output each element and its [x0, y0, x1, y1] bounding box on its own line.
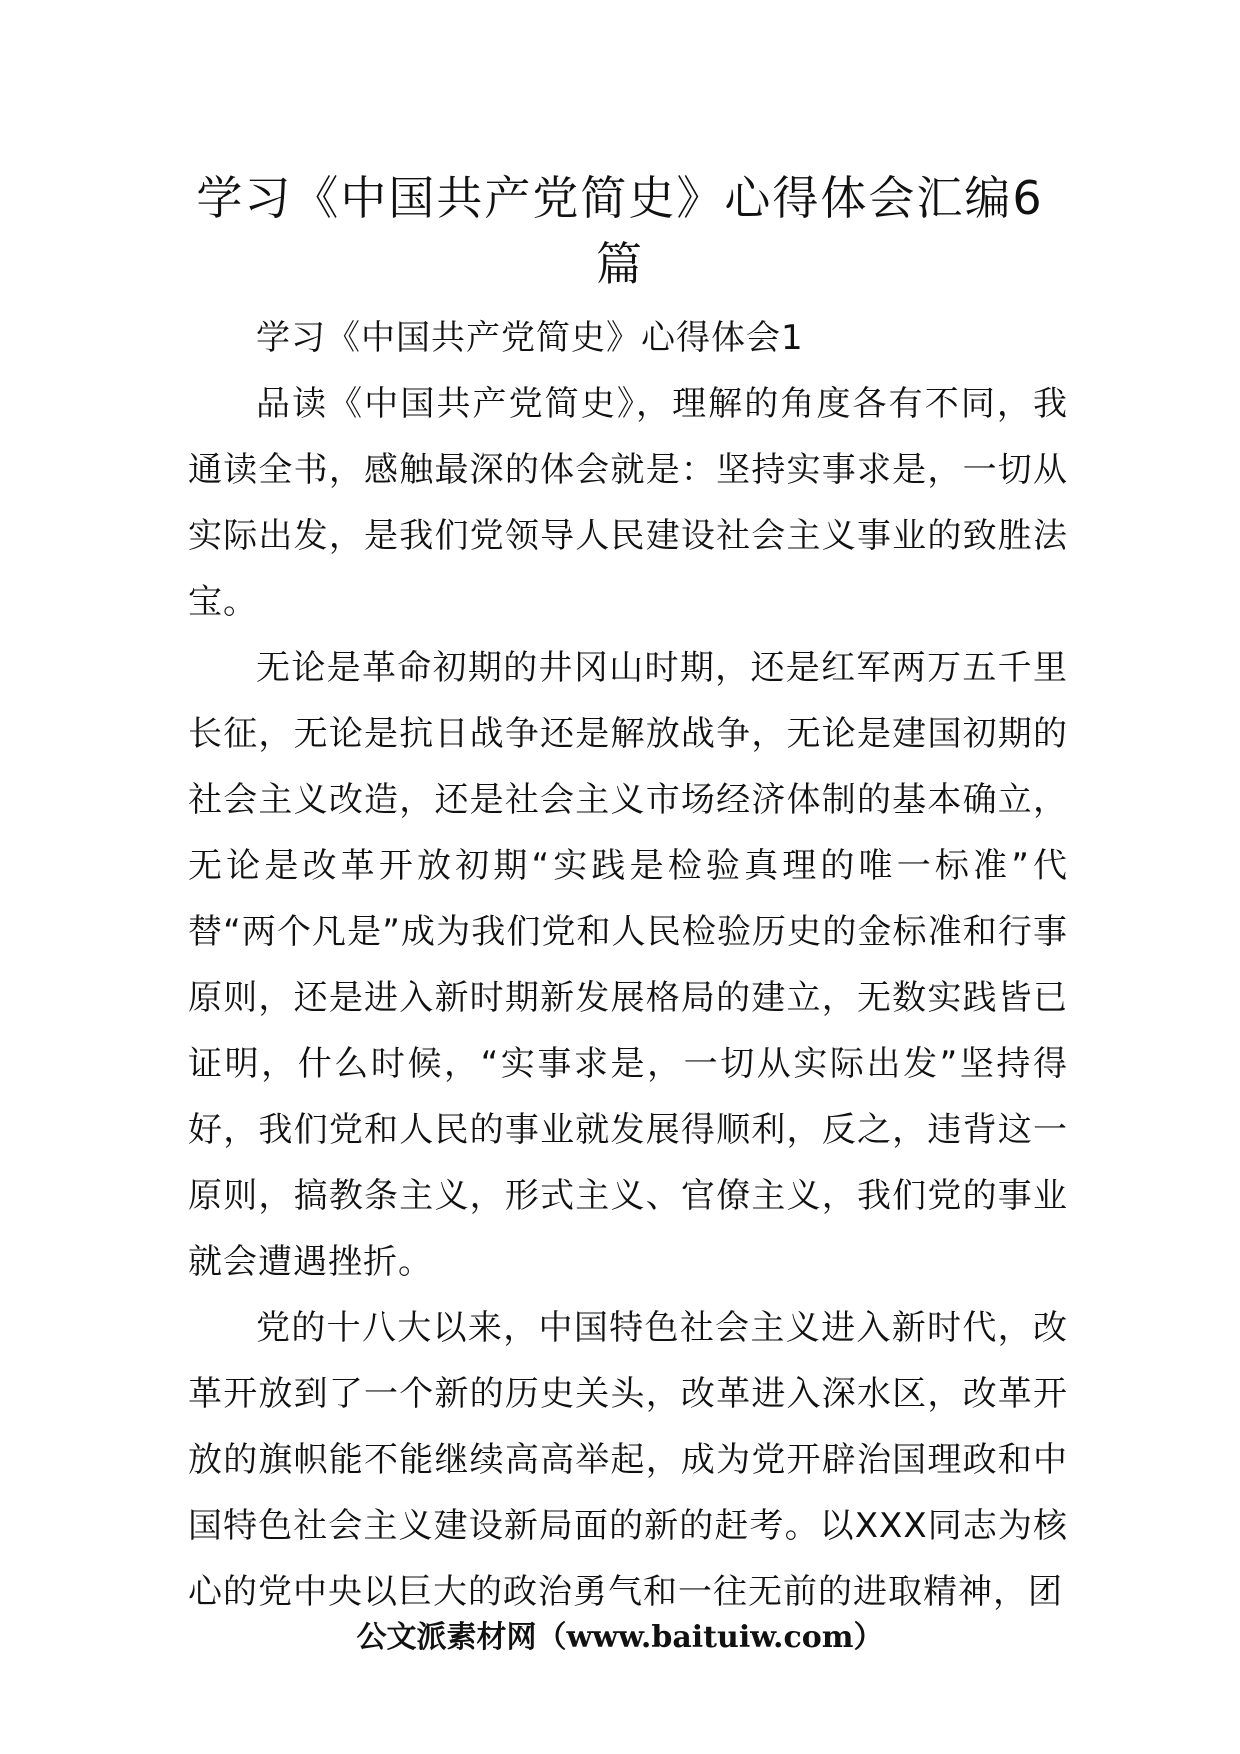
paragraph: 无论是革命初期的井冈山时期，还是红军两万五千里长征，无论是抗日战争还是解放战争，无论是建国初期的社会主义改造，还是社会主义市场经济体制的基本确立，无论是改革开放初期“实践是检验真理的唯一标准”代替“两个凡是”成为我们党和人民检验历史的金标准和行事原则，还是进入新时期新发展格局的建立，无数实践皆已证明，什么时候，“实事求是，一切从实际出发”坚持得好，我们党和人民的事业就发展得顺利，反之，违背这一原则，搞教条主义，形式主义、官僚主义，我们党的事业就会遭遇挫折。: [188, 648, 1068, 1282]
document-title: 学习《中国共产党简史》心得体会汇编6篇: [196, 171, 1044, 291]
footer-watermark: 公文派素材网（www.baituiw.com）: [356, 1620, 884, 1655]
document-body: [188, 305, 1068, 1625]
paragraph: 党的十八大以来，中国特色社会主义进入新时代，改革开放到了一个新的历史关头，改革进入深水区，改革开放的旗帜能不能继续高高举起，成为党开辟治国理政和中国特色社会主义建设新局面的新的赶考。以XXX同志为核心的党中央以巨大的政治勇气和一往无前的进取精神，团: [188, 1308, 1068, 1612]
paragraph: 品读《中国共产党简史》，理解的角度各有不同，我通读全书，感触最深的体会就是：坚持实事求是，一切从实际出发，是我们党领导人民建设社会主义事业的致胜法宝。: [188, 384, 1068, 622]
section-heading: 学习《中国共产党简史》心得体会1: [256, 318, 804, 358]
